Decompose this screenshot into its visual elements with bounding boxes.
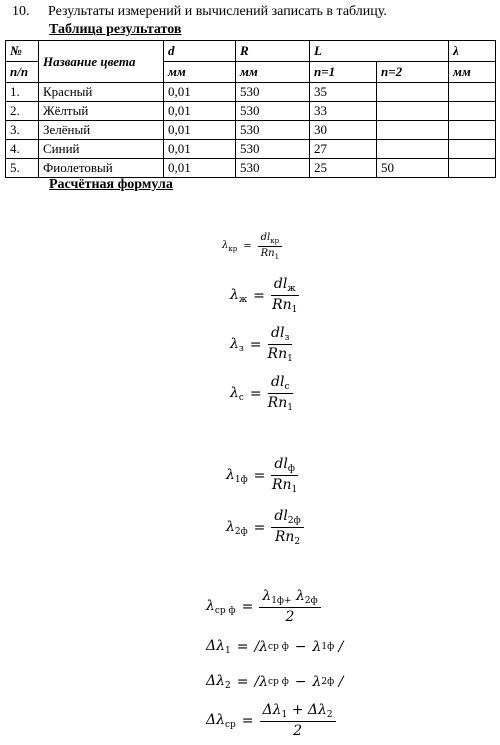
formula-part <box>271 456 298 495</box>
cell-R: 530 <box>236 102 310 121</box>
cell-n1: 30 <box>310 121 377 140</box>
cell-num: 4. <box>6 140 39 159</box>
formula-part: λ <box>206 597 215 614</box>
cell-n1: 25 <box>310 159 377 178</box>
formula-blue <box>230 374 293 413</box>
header-n2: n=2 <box>377 62 449 83</box>
formula-part: кр <box>228 245 238 253</box>
cell-lambda <box>449 121 496 140</box>
formula-part <box>258 232 282 261</box>
formula-part: 2 <box>285 609 295 625</box>
formula-part: = <box>243 241 252 252</box>
formula-part: Rn <box>272 297 292 313</box>
formula-violet-1 <box>226 456 298 495</box>
cell-d: 0,01 <box>164 140 236 159</box>
header-d-unit: мм <box>164 62 236 83</box>
table-row <box>6 121 496 140</box>
header-num: № <box>6 41 39 62</box>
formula-part: ж <box>287 284 296 294</box>
formula-part: Δλ <box>206 711 225 728</box>
formula-part: / <box>254 674 260 690</box>
header-name: Название цвета <box>39 41 164 83</box>
formula-part <box>206 712 236 730</box>
table-row <box>6 83 496 102</box>
formula-part: 2 <box>224 681 231 691</box>
cell-lambda <box>449 159 496 178</box>
formula-part: 1 <box>274 253 280 261</box>
formula-part: λ <box>230 335 239 352</box>
formula-part: Δλ <box>206 673 225 689</box>
formula-part: ср ф <box>268 642 289 652</box>
formula-part <box>261 247 279 261</box>
formula-yellow <box>230 276 299 315</box>
formula-part: з <box>238 343 244 354</box>
cell-num: 5. <box>6 159 39 178</box>
cell-n1: 27 <box>310 140 377 159</box>
formula-part: λ <box>312 639 322 655</box>
formula-part: кр <box>270 237 280 245</box>
header-L: L <box>310 41 449 62</box>
formula-part <box>271 508 303 547</box>
formula-part: = <box>241 712 254 729</box>
formula-part <box>230 336 244 354</box>
cell-n2 <box>377 83 449 102</box>
formula-part: з <box>284 333 290 343</box>
header-row-1 <box>6 41 496 62</box>
formula-part <box>271 276 299 315</box>
cell-n2 <box>377 140 449 159</box>
header-d: d <box>164 41 236 62</box>
formula-part: 1ф <box>321 642 335 652</box>
cell-lambda <box>449 83 496 102</box>
cell-d: 0,01 <box>164 159 236 178</box>
cell-name: Фиолетовый <box>39 159 164 178</box>
formula-part: λ <box>226 518 235 535</box>
formula-part <box>272 296 297 315</box>
formula-part <box>272 476 297 495</box>
table-row <box>6 140 496 159</box>
formula-part: 2 <box>326 710 333 720</box>
formula-part: λ <box>312 674 322 690</box>
cell-n1: 35 <box>310 83 377 102</box>
cell-name: Зелёный <box>39 121 164 140</box>
formula-part: = <box>236 674 249 690</box>
formula-part <box>230 287 247 305</box>
formula-part: Δλ <box>262 702 282 718</box>
formula-part: 2 <box>294 537 301 547</box>
formula-part <box>271 276 299 296</box>
formula-part: / <box>254 639 260 655</box>
formula-part: λ <box>262 588 272 604</box>
formula-part: ф <box>287 464 295 474</box>
cell-n2 <box>377 121 449 140</box>
formula-part <box>206 598 236 616</box>
formula-part: = <box>249 385 262 402</box>
formula-part: dl <box>273 276 288 292</box>
cell-R: 530 <box>236 121 310 140</box>
formula-part: 2 <box>293 723 303 739</box>
formula-part: / <box>338 639 344 655</box>
header-R-unit: мм <box>236 62 310 83</box>
formula-part <box>260 702 336 739</box>
formula-part: ж <box>238 294 248 305</box>
formula-part <box>271 508 303 528</box>
header-n1: n=1 <box>310 62 377 83</box>
formula-part <box>206 673 231 691</box>
formula-part: 2ф <box>287 516 301 526</box>
formula-part <box>268 325 292 345</box>
table-title: Таблица результатов <box>49 22 182 37</box>
cell-d: 0,01 <box>164 83 236 102</box>
formula-part: Rn <box>274 529 295 545</box>
formula-part <box>268 374 293 413</box>
cell-n2: 50 <box>377 159 449 178</box>
formula-part: 1 <box>291 305 298 315</box>
formula-violet-2 <box>226 508 304 547</box>
formula-part: 2ф <box>304 596 318 606</box>
formula-part: 2ф <box>321 677 335 687</box>
formula-part: dl <box>271 374 285 390</box>
results-table <box>5 40 496 178</box>
formula-part: = <box>236 639 249 655</box>
formula-part <box>206 638 231 656</box>
formula-part: с <box>284 382 290 392</box>
formula-part: λ <box>295 588 305 604</box>
formula-part <box>230 385 244 403</box>
formula-part <box>260 702 336 722</box>
formula-part <box>268 345 293 364</box>
formula-part <box>258 232 282 247</box>
formula-part <box>226 467 248 485</box>
formula-part <box>268 374 293 394</box>
formula-part: dl <box>274 508 288 524</box>
formula-part: Rn <box>267 395 288 411</box>
formula-part: = <box>253 467 266 484</box>
formula-part: с <box>238 392 244 403</box>
formula-red <box>222 232 282 261</box>
cell-lambda <box>449 102 496 121</box>
formula-part: − <box>294 674 307 690</box>
formula-part: ср ф <box>214 605 236 616</box>
formula-part <box>259 588 320 608</box>
header-lambda-unit: мм <box>449 62 496 83</box>
formula-delta-average <box>206 702 336 739</box>
table-row <box>6 102 496 121</box>
formula-part: 1 <box>224 646 231 656</box>
formula-part: ср ф <box>268 677 289 687</box>
formula-part: = <box>241 598 254 615</box>
formula-part: λ <box>230 384 239 401</box>
formula-part: λ <box>230 286 239 303</box>
formula-part: dl <box>260 232 271 243</box>
formula-part: 1 <box>291 485 298 495</box>
formula-part: Rn <box>271 477 292 493</box>
cell-n1: 33 <box>310 102 377 121</box>
formula-part: Δλ <box>206 638 225 654</box>
cell-R: 530 <box>236 83 310 102</box>
formula-part <box>226 519 248 537</box>
formula-part <box>275 528 300 547</box>
formula-part: λ <box>259 639 269 655</box>
formula-delta-2 <box>206 673 343 691</box>
header-lambda: λ <box>449 41 496 62</box>
formula-part: 1 <box>287 403 293 413</box>
formula-part: = <box>253 519 266 536</box>
formula-part: = <box>249 336 262 353</box>
formula-part: Rn <box>260 248 275 259</box>
cell-num: 1. <box>6 83 39 102</box>
formula-part: + <box>291 702 304 718</box>
formula-part: λ <box>259 674 269 690</box>
header-R: R <box>236 41 310 62</box>
cell-name: Синий <box>39 140 164 159</box>
formula-part: Rn <box>267 346 288 362</box>
cell-d: 0,01 <box>164 102 236 121</box>
formula-part: 1 <box>287 354 293 364</box>
cell-name: Жёлтый <box>39 102 164 121</box>
cell-R: 530 <box>236 159 310 178</box>
cell-d: 0,01 <box>164 121 236 140</box>
formula-part: Δλ <box>307 702 327 718</box>
formula-part <box>268 325 293 364</box>
formula-part: λ <box>222 240 229 251</box>
cell-num: 2. <box>6 102 39 121</box>
cell-R: 530 <box>236 140 310 159</box>
formula-average <box>206 588 321 625</box>
formula-part: 1ф <box>234 474 248 485</box>
header-num-sub: п/п <box>6 62 39 83</box>
formula-green <box>230 325 293 364</box>
formula-part <box>222 240 237 253</box>
formula-part: = <box>253 287 265 304</box>
formula-title: Расчётная формула <box>49 177 173 192</box>
task-text: Результаты измерений и вычислений записать в таблицу. <box>48 4 387 19</box>
task-line <box>12 4 387 20</box>
formula-part <box>259 588 320 625</box>
table-row <box>6 159 496 178</box>
formula-part <box>271 456 298 476</box>
formula-part: / <box>338 674 344 690</box>
cell-n2 <box>377 102 449 121</box>
formula-part <box>268 394 293 413</box>
formula-part: 1 <box>281 710 288 720</box>
formula-delta-1 <box>206 638 343 656</box>
cell-num: 3. <box>6 121 39 140</box>
cell-lambda <box>449 140 496 159</box>
formula-part: 1ф+ <box>271 596 292 606</box>
formula-part: 2ф <box>234 526 248 537</box>
task-number: 10. <box>12 4 30 19</box>
formula-part: − <box>294 639 307 655</box>
formula-part: dl <box>274 456 288 472</box>
formula-part: ср <box>224 719 236 730</box>
formula-part: λ <box>226 466 235 483</box>
cell-name: Красный <box>39 83 164 102</box>
formula-part: dl <box>270 325 285 341</box>
